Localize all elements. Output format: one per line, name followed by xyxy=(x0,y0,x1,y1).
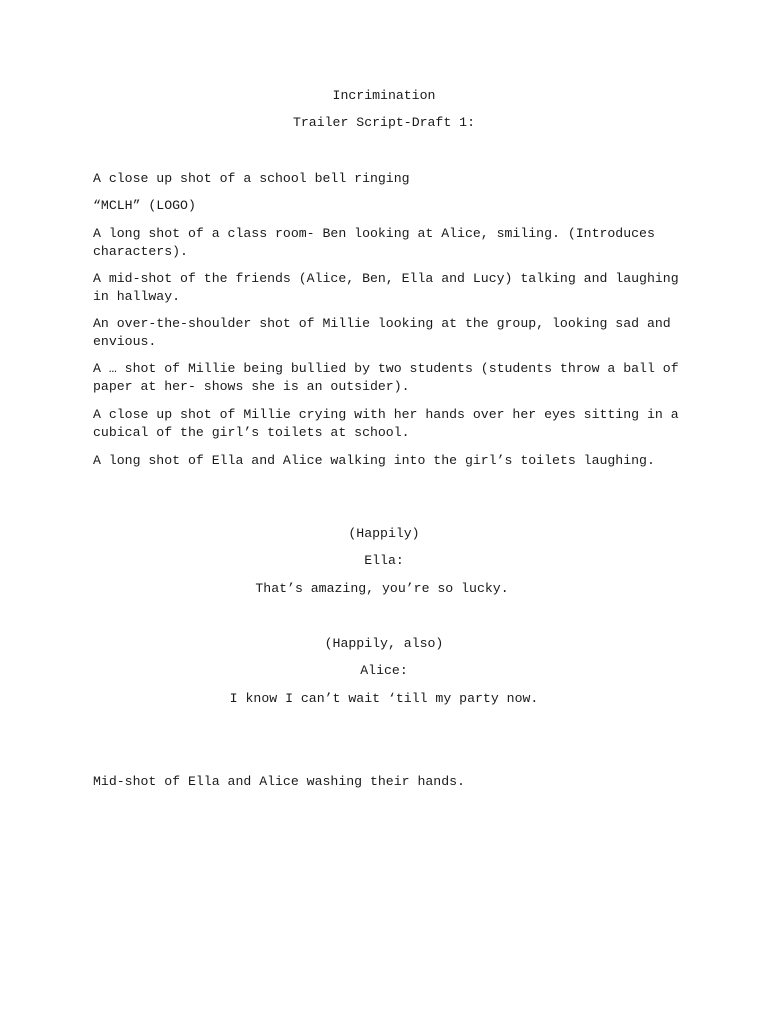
dialogue-character: Ella: xyxy=(364,553,404,568)
dialogue-character: Alice: xyxy=(360,663,408,678)
action-paragraph: A close up shot of Millie crying with her hands over her eyes sitting in a cubical of the girl’s toilets at school. xyxy=(93,407,679,440)
action-paragraph: “MCLH” (LOGO) xyxy=(93,198,196,213)
dialogue-line: I know I can’t wait ‘till my party now. xyxy=(229,691,539,706)
action-paragraph: A long shot of Ella and Alice walking into the girl’s toilets laughing. xyxy=(93,453,655,468)
action-paragraph: A close up shot of a school bell ringing xyxy=(93,171,410,186)
dialogue-parenthetical: (Happily) xyxy=(348,526,420,541)
closing-action-paragraph: Mid-shot of Ella and Alice washing their hands. xyxy=(93,774,465,789)
script-title: Incrimination xyxy=(332,88,436,103)
action-paragraph: A … shot of Millie being bullied by two students (students throw a ball of paper at her- shows she is an outsider). xyxy=(93,361,679,394)
action-paragraph: A long shot of a class room- Ben looking at Alice, smiling. (Introduces characters). xyxy=(93,226,655,259)
action-paragraph: An over-the-shoulder shot of Millie looking at the group, looking sad and envious. xyxy=(93,316,671,349)
action-paragraph: A mid-shot of the friends (Alice, Ben, Ella and Lucy) talking and laughing in hallway. xyxy=(93,271,679,304)
script-subtitle: Trailer Script-Draft 1: xyxy=(292,115,476,130)
dialogue-line: That’s amazing, you’re so lucky. xyxy=(255,581,509,596)
dialogue-parenthetical: (Happily, also) xyxy=(324,636,444,651)
